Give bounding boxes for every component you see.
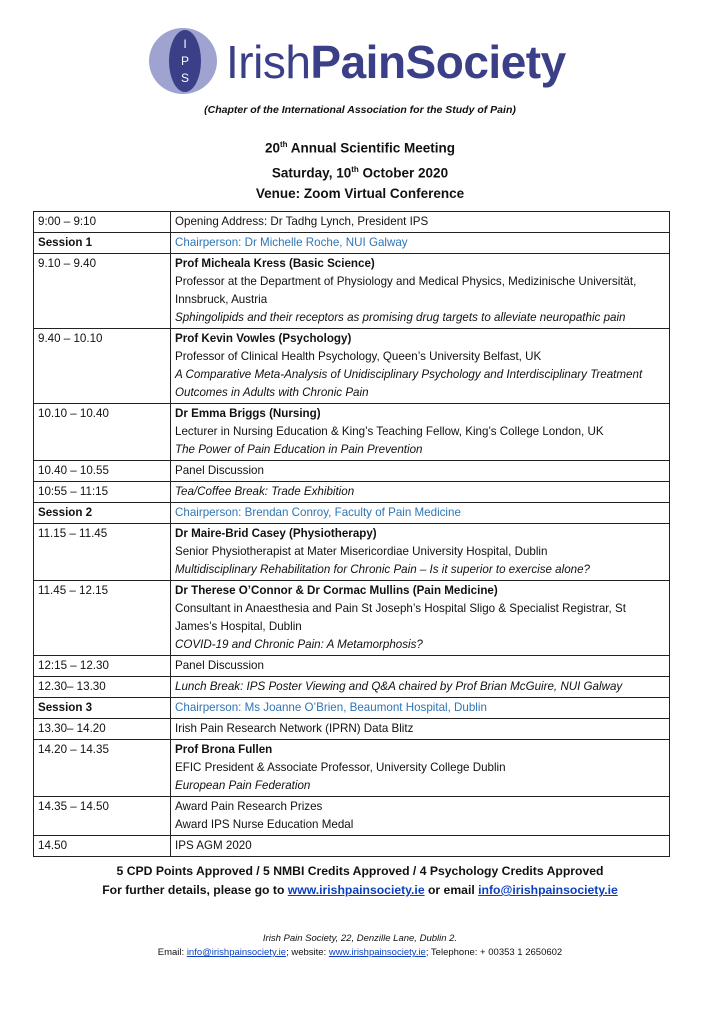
website-link[interactable]: www.irishpainsociety.ie bbox=[287, 883, 425, 897]
schedule-row bbox=[34, 698, 670, 719]
speaker-name: Dr Emma Briggs (Nursing) bbox=[175, 407, 321, 420]
schedule-detail bbox=[171, 719, 670, 740]
chairperson-text: Chairperson: Dr Michelle Roche, NUI Galway bbox=[175, 236, 408, 249]
schedule-detail bbox=[171, 233, 670, 254]
talk-title: European Pain Federation bbox=[175, 779, 311, 792]
programme-table bbox=[33, 211, 670, 857]
schedule-time: 9.40 – 10.10 bbox=[34, 329, 171, 404]
schedule-time: 11.15 – 11.45 bbox=[34, 524, 171, 581]
further-details: For further details, please go to www.irishpainsociety.ie or email info@irishpainsociety.ie bbox=[102, 883, 618, 897]
footer bbox=[0, 932, 720, 960]
schedule-row bbox=[34, 524, 670, 581]
schedule-time: 13.30– 14.20 bbox=[34, 719, 171, 740]
talk-title: A Comparative Meta-Analysis of Unidisciplinary Psychology and Interdisciplinary Treatment Outcomes in Adults with Chronic Pain bbox=[175, 368, 643, 399]
schedule-time: 14.50 bbox=[34, 836, 171, 857]
schedule-time: Session 2 bbox=[34, 503, 171, 524]
detail-text: Award Pain Research Prizes bbox=[175, 800, 323, 813]
schedule-detail bbox=[171, 698, 670, 719]
schedule-detail bbox=[171, 677, 670, 698]
logo-name-light: Irish bbox=[226, 36, 311, 88]
schedule-detail bbox=[171, 656, 670, 677]
cpd-info bbox=[0, 862, 720, 900]
speaker-name: Prof Brona Fullen bbox=[175, 743, 273, 756]
detail-text: IPS AGM 2020 bbox=[175, 839, 252, 852]
schedule-row bbox=[34, 482, 670, 503]
schedule-detail bbox=[171, 404, 670, 461]
schedule-detail bbox=[171, 797, 670, 836]
schedule-time: 9:00 – 9:10 bbox=[34, 212, 171, 233]
schedule-row bbox=[34, 461, 670, 482]
meeting-header bbox=[0, 134, 720, 204]
schedule-row bbox=[34, 404, 670, 461]
chairperson-text: Chairperson: Brendan Conroy, Faculty of Pain Medicine bbox=[175, 506, 461, 519]
schedule-detail bbox=[171, 581, 670, 656]
schedule-time: 10:55 – 11:15 bbox=[34, 482, 171, 503]
schedule-time: 12:15 – 12.30 bbox=[34, 656, 171, 677]
detail-text: Opening Address: Dr Tadhg Lynch, President IPS bbox=[175, 215, 429, 228]
schedule-row bbox=[34, 329, 670, 404]
footer-website-link[interactable]: www.irishpainsociety.ie bbox=[328, 947, 426, 958]
irish-pain-society-logo bbox=[148, 26, 568, 96]
schedule-time: Session 1 bbox=[34, 233, 171, 254]
schedule-row bbox=[34, 212, 670, 233]
speaker-name: Dr Maire-Brid Casey (Physiotherapy) bbox=[175, 527, 377, 540]
schedule-time: Session 3 bbox=[34, 698, 171, 719]
detail-text: Consultant in Anaesthesia and Pain St Joseph’s Hospital Sligo & Specialist Registrar, St James’s Hospital, Dublin bbox=[175, 602, 626, 633]
chapter-subtitle: (Chapter of the International Association for the Study of Pain) bbox=[204, 104, 516, 116]
monogram-letter-p: P bbox=[180, 54, 190, 68]
cpd-points: 5 CPD Points Approved / 5 NMBI Credits Approved / 4 Psychology Credits Approved bbox=[116, 864, 604, 878]
footer-contact: Email: info@irishpainsociety.ie; website: www.irishpainsociety.ie; Telephone: + 00353 1 2650602 bbox=[157, 947, 563, 958]
detail-text: Irish Pain Research Network (IPRN) Data Blitz bbox=[175, 722, 414, 735]
monogram-letter-s: S bbox=[180, 71, 190, 85]
schedule-time: 14.35 – 14.50 bbox=[34, 797, 171, 836]
meeting-venue: Venue: Zoom Virtual Conference bbox=[255, 186, 465, 201]
chairperson-text: Chairperson: Ms Joanne O’Brien, Beaumont Hospital, Dublin bbox=[175, 701, 487, 714]
schedule-detail bbox=[171, 329, 670, 404]
schedule-row bbox=[34, 836, 670, 857]
talk-title: COVID-19 and Chronic Pain: A Metamorphosis? bbox=[175, 638, 423, 651]
schedule-detail bbox=[171, 212, 670, 233]
schedule-detail bbox=[171, 524, 670, 581]
schedule-detail bbox=[171, 503, 670, 524]
schedule-time: 9.10 – 9.40 bbox=[34, 254, 171, 329]
schedule-detail bbox=[171, 740, 670, 797]
schedule-detail bbox=[171, 461, 670, 482]
talk-title: The Power of Pain Education in Pain Prevention bbox=[175, 443, 423, 456]
talk-title: Lunch Break: IPS Poster Viewing and Q&A chaired by Prof Brian McGuire, NUI Galway bbox=[175, 680, 623, 693]
logo-name-bold: PainSociety bbox=[310, 36, 566, 88]
speaker-name: Prof Kevin Vowles (Psychology) bbox=[175, 332, 352, 345]
schedule-detail bbox=[171, 836, 670, 857]
schedule-time: 10.40 – 10.55 bbox=[34, 461, 171, 482]
talk-title: Tea/Coffee Break: Trade Exhibition bbox=[175, 485, 355, 498]
schedule-row bbox=[34, 233, 670, 254]
talk-title: Multidisciplinary Rehabilitation for Chronic Pain – Is it superior to exercise alone? bbox=[175, 563, 590, 576]
schedule-time: 14.20 – 14.35 bbox=[34, 740, 171, 797]
schedule-row bbox=[34, 503, 670, 524]
schedule-row bbox=[34, 797, 670, 836]
logo-wordmark bbox=[226, 36, 566, 88]
schedule-row bbox=[34, 719, 670, 740]
detail-text: Panel Discussion bbox=[175, 659, 264, 672]
talk-title: Sphingolipids and their receptors as promising drug targets to alleviate neuropathic pain bbox=[175, 311, 626, 324]
detail-text: Senior Physiotherapist at Mater Misericordiae University Hospital, Dublin bbox=[175, 545, 548, 558]
meeting-title: 20th Annual Scientific Meeting bbox=[264, 140, 456, 156]
monogram-letter-i: I bbox=[183, 37, 187, 51]
footer-email-link[interactable]: info@irishpainsociety.ie bbox=[186, 947, 287, 958]
schedule-row bbox=[34, 656, 670, 677]
speaker-name: Prof Micheala Kress (Basic Science) bbox=[175, 257, 375, 270]
detail-text: EFIC President & Associate Professor, University College Dublin bbox=[175, 761, 506, 774]
schedule-row bbox=[34, 254, 670, 329]
detail-text: Award IPS Nurse Education Medal bbox=[175, 818, 354, 831]
schedule-detail bbox=[171, 254, 670, 329]
speaker-name: Dr Therese O’Connor & Dr Cormac Mullins (Pain Medicine) bbox=[175, 584, 498, 597]
schedule-detail bbox=[171, 482, 670, 503]
schedule-time: 10.10 – 10.40 bbox=[34, 404, 171, 461]
detail-text: Professor at the Department of Physiology and Medical Physics, Medizinische Universität, Innsbruck, Austria bbox=[175, 275, 637, 306]
meeting-date: Saturday, 10th October 2020 bbox=[271, 164, 449, 180]
email-link[interactable]: info@irishpainsociety.ie bbox=[478, 883, 618, 897]
detail-text: Panel Discussion bbox=[175, 464, 264, 477]
detail-text: Lecturer in Nursing Education & King’s Teaching Fellow, King’s College London, UK bbox=[175, 425, 604, 438]
schedule-row bbox=[34, 677, 670, 698]
schedule-row bbox=[34, 740, 670, 797]
schedule-time: 11.45 – 12.15 bbox=[34, 581, 171, 656]
schedule-time: 12.30– 13.30 bbox=[34, 677, 171, 698]
detail-text: Professor of Clinical Health Psychology, Queen’s University Belfast, UK bbox=[175, 350, 542, 363]
footer-address: Irish Pain Society, 22, Denzille Lane, Dublin 2. bbox=[262, 933, 458, 944]
ips-monogram-icon bbox=[148, 26, 218, 96]
schedule-row bbox=[34, 581, 670, 656]
